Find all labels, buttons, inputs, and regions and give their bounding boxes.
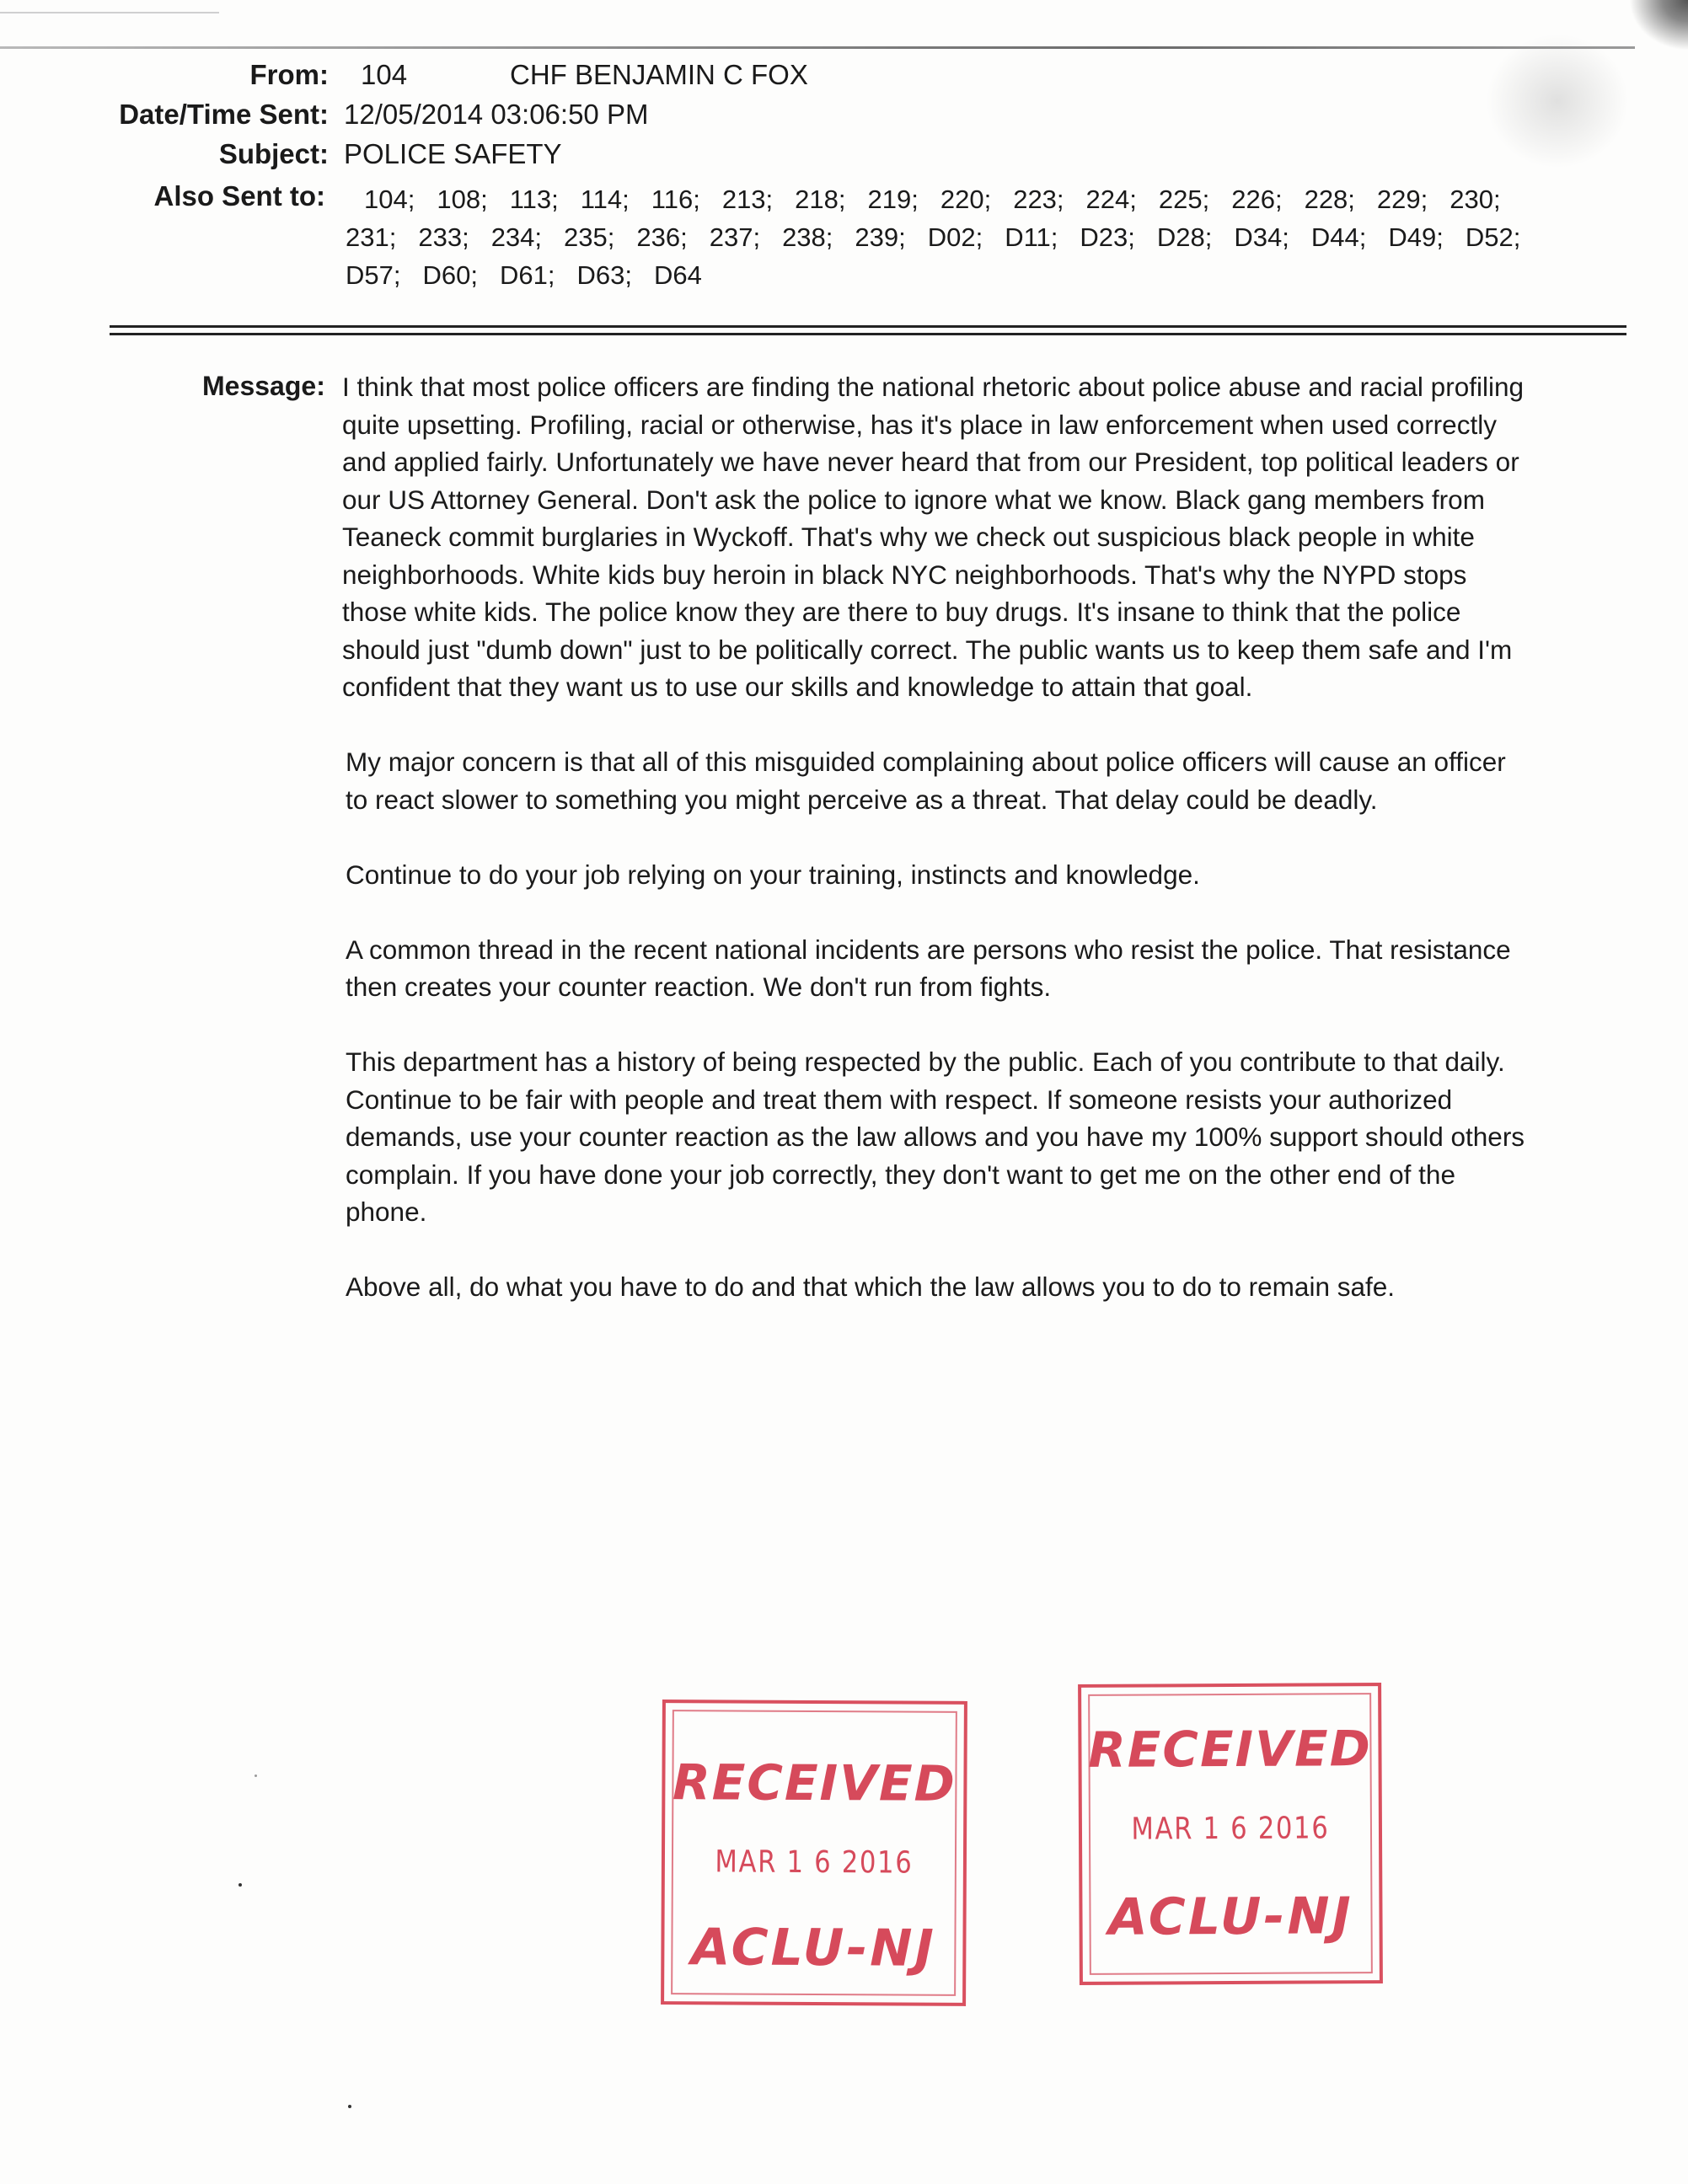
- recipient-code: D34;: [1234, 222, 1289, 252]
- stamp-org: ACLU-NJ: [1107, 1887, 1354, 1947]
- scan-artifact-smudge: [1486, 34, 1629, 169]
- recipient-code: 235;: [564, 222, 615, 252]
- recipient-row: [346, 218, 1521, 256]
- recipient-code: 238;: [782, 222, 833, 252]
- scan-artifact-line: [0, 12, 219, 13]
- received-stamp: [661, 1700, 967, 2006]
- recipient-code: 114;: [580, 185, 630, 214]
- recipient-code: 108;: [437, 185, 488, 214]
- recipient-code: D44;: [1310, 222, 1367, 252]
- message-paragraph: A common thread in the recent national incidents are persons who resist the police. That resistance then creates your counter reaction. We don't run from fights.: [346, 934, 1511, 1002]
- recipient-code: D61;: [499, 260, 555, 290]
- recipient-code: 104;: [364, 185, 415, 214]
- from-label: From:: [249, 59, 329, 90]
- subject-label: Subject:: [218, 138, 329, 169]
- also-sent-label: Also Sent to:: [153, 180, 325, 211]
- recipient-code: D57;: [346, 260, 401, 290]
- recipient-code: 113;: [509, 185, 559, 214]
- recipient-code: 234;: [490, 222, 543, 252]
- recipient-code: 213;: [721, 185, 774, 214]
- header-divider: [110, 325, 1626, 328]
- recipient-code: 219;: [867, 185, 919, 214]
- recipient-code: D23;: [1080, 222, 1135, 252]
- recipient-row: [346, 180, 1508, 218]
- header-divider: [110, 333, 1626, 335]
- recipient-code: 226;: [1231, 185, 1283, 214]
- recipient-code: 228;: [1304, 185, 1355, 214]
- recipient-code: D52;: [1465, 222, 1521, 252]
- recipient-code: 236;: [636, 222, 688, 252]
- recipient-code: D49;: [1388, 222, 1444, 252]
- recipient-code: 231;: [346, 222, 397, 252]
- message-label: Message:: [202, 371, 325, 401]
- recipient-code: 223;: [1013, 185, 1064, 214]
- date-time-label: Date/Time Sent:: [119, 99, 329, 130]
- message-paragraph: I think that most police officers are finding the national rhetoric about police abuse and racial profiling quite upsetting. Profiling, racial or otherwise, has it's place in law enforcement when used correctly and applied fairly. Unfortunately we have never heard that from our President, top political leaders or our US Attorney General. Don't ask the police to ignore what we know. Black gang members from Teaneck commit burglaries in Wyckoff. That's why we check out suspicious black people in white neighborhoods. White kids buy heroin in black NYC neighborhoods. That's why the NYPD stops those white kids. The police know they are there to buy drugs. It's insane to think that the police should just "dumb down" just to be politically correct. The public wants us to keep them safe and I'm confident that they want us to use our skills and knowledge to attain that goal.: [342, 372, 1524, 702]
- stamp-received-text: RECEIVED: [672, 1753, 957, 1812]
- recipient-code: 237;: [709, 222, 761, 252]
- recipient-code: D02;: [927, 222, 983, 252]
- from-name: CHF BENJAMIN C FOX: [510, 59, 808, 90]
- recipient-code: D28;: [1156, 222, 1213, 252]
- message-paragraph: Continue to do your job relying on your training, instincts and knowledge.: [346, 859, 1200, 890]
- scan-speck: [348, 2105, 351, 2108]
- scan-artifact-corner: [1629, 0, 1688, 51]
- stamp-received-text: RECEIVED: [1087, 1720, 1372, 1779]
- message-paragraph: This department has a history of being respected by the public. Each of you contribute to that daily. Continue to be fair with people and treat them with respect. If someone resists your authorized demands, use your counter reaction as the law allows and you have my 100% support should others complain. If you have done your job correctly, they don't want to get me on the other end of the phone.: [346, 1046, 1525, 1227]
- stamp-org: ACLU-NJ: [690, 1918, 936, 1978]
- recipient-code: D11;: [1005, 222, 1058, 252]
- subject-value: POLICE SAFETY: [344, 138, 562, 169]
- recipient-list: [346, 180, 1521, 294]
- scan-speck: [238, 1883, 242, 1887]
- recipient-code: 218;: [795, 185, 846, 214]
- message-paragraph: Above all, do what you have to do and that which the law allows you to do to remain safe.: [346, 1271, 1396, 1302]
- recipient-code: 239;: [855, 222, 906, 252]
- recipient-code: D64: [653, 260, 702, 290]
- recipient-code: 116;: [651, 185, 700, 214]
- recipient-code: 229;: [1376, 185, 1428, 214]
- message-paragraph: My major concern is that all of this misguided complaining about police officers will cause an officer to react slower to something you might perceive as a threat. That delay could be deadly.: [346, 747, 1506, 815]
- scan-artifact-top-edge: [0, 46, 1635, 49]
- stamp-date: MAR 1 6 2016: [715, 1844, 914, 1881]
- recipient-code: 220;: [940, 185, 992, 214]
- stamp-date: MAR 1 6 2016: [1131, 1811, 1330, 1847]
- recipient-row: [346, 256, 1508, 294]
- recipient-code: 230;: [1450, 185, 1501, 214]
- message-body: [342, 368, 1525, 1343]
- recipient-code: D63;: [576, 260, 632, 290]
- recipient-code: 233;: [418, 222, 469, 252]
- received-stamp: [1078, 1683, 1383, 1985]
- recipient-code: 224;: [1085, 185, 1137, 214]
- date-time-value: 12/05/2014 03:06:50 PM: [344, 99, 649, 130]
- from-code: 104: [361, 59, 408, 90]
- scan-speck: [255, 1774, 257, 1777]
- recipient-code: 225;: [1158, 185, 1210, 214]
- recipient-code: D60;: [422, 260, 478, 290]
